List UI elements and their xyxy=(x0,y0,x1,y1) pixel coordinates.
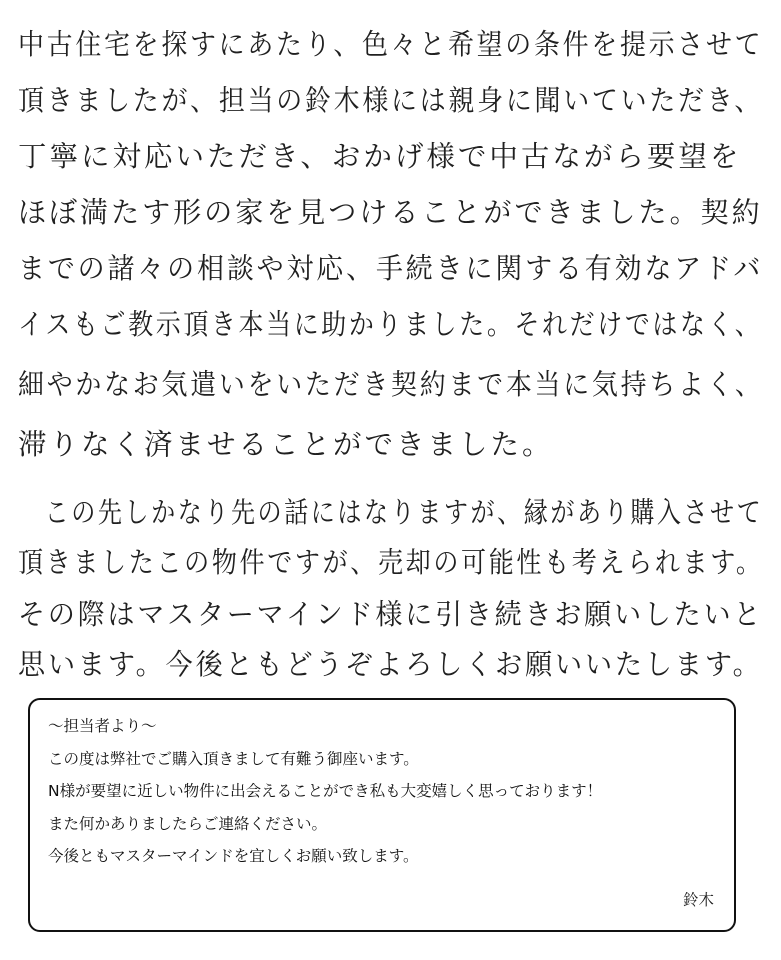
staff-signature: 鈴木 xyxy=(682,891,714,909)
staff-note-line: また何かありましたらご連絡ください。 xyxy=(48,814,328,833)
letter-line: 中古住宅を探すにあたり、色々と希望の条件を提示させて xyxy=(18,28,764,61)
letter-line: までの諸々の相談や対応、手続きに関する有効なアドバ xyxy=(18,252,764,285)
letter-line: 思います。今後ともどうぞよろしくお願いいたします。 xyxy=(18,648,763,681)
letter-line: 頂きましたが、担当の鈴木様には親身に聞いていただき、 xyxy=(18,84,764,117)
letter-line: ほぼ満たす形の家を見つけることができました。契約 xyxy=(18,196,763,229)
staff-note-line: この度は弊社でご購入頂きまして有難う御座います。 xyxy=(48,749,419,768)
letter-line: その際はマスターマインド様に引き続きお願いしたいと xyxy=(18,598,764,631)
staff-note-line: 今後ともマスターマインドを宜しくお願い致します。 xyxy=(48,847,419,865)
letter-line: この先しかなり先の話にはなりますが、縁があり購入させて xyxy=(18,496,764,529)
staff-note-heading: ～担当者より～ xyxy=(48,717,157,735)
letter-line: 細やかなお気遣いをいただき契約まで本当に気持ちよく、 xyxy=(18,368,764,401)
letter-line: 丁寧に対応いただき、おかげ様で中古ながら要望を xyxy=(18,140,742,173)
letter-line: 頂きましたこの物件ですが、売却の可能性も考えられます。 xyxy=(18,546,764,579)
staff-note-box xyxy=(28,698,736,932)
letter-line: イスもご教示頂き本当に助かりました。それだけではなく、 xyxy=(18,308,763,341)
letter-line: 滞りなく済ませることができました。 xyxy=(18,428,554,461)
staff-note-line: N様が要望に近しい物件に出会えることができ私も大変嬉しく思っております！ xyxy=(48,782,603,800)
